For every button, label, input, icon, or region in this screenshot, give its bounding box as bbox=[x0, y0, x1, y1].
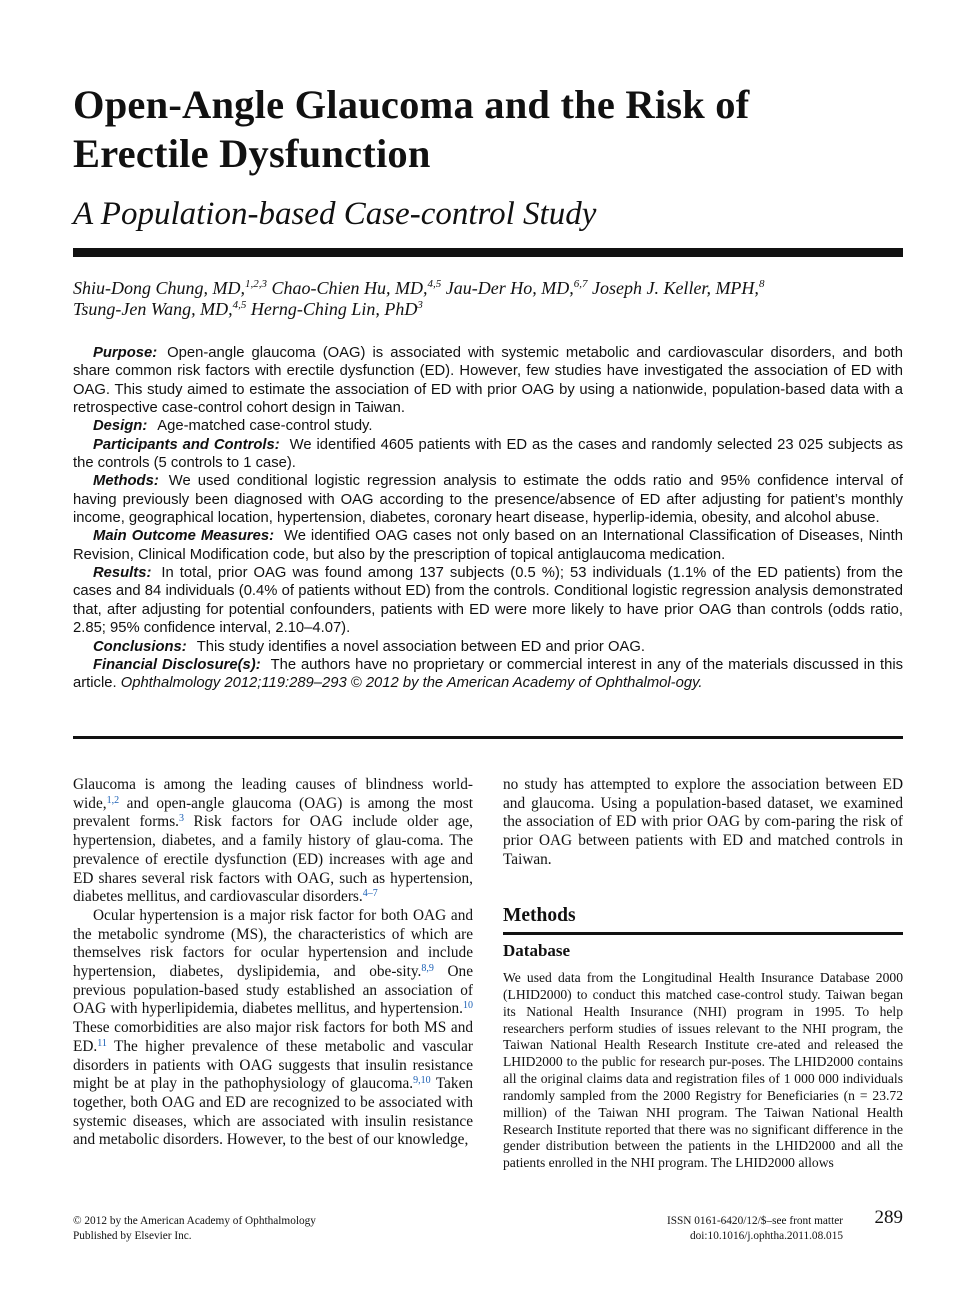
abstract-text: Open-angle glaucoma (OAG) is associated with systemic metabolic and cardiovascular disorders, and both share common risk factors with erectile dysfunction (ED). However, few studies have investigated the association of ED with OAG. This study aimed to estimate the association of ED with prior OAG by using a nationwide, population-based data with a retrospective case-control cohort design in Taiwan. bbox=[73, 345, 903, 417]
abstract-label: Results: bbox=[93, 565, 152, 582]
author-affiliation: 8 bbox=[758, 278, 765, 290]
issn: ISSN 0161-6420/12/$–see front matter bbox=[666, 1215, 843, 1227]
body-paragraph: We used data from the Longitudinal Health Insurance Database 2000 (LHID2000) to conduct this matched case-control study. Taiwan began its National Health Insurance (NHI) program in 1995. To help researchers perform studies of issues relevant to the NHI program, the Taiwan National Health Research Institute cre-ated and released the LHID2000 to the public for research pur-poses. The LHID2000 contains all the original claims data and registration files of 1 000 000 individuals randomly sampled from the 2000 Registry for Beneficiaries (n = 23.72 million) of the Taiwan NHI program. The Taiwan National Health Research Institute reported that there was no significant difference in the gender distribution between the patients in the LHID2000 and all the patients enrolled in the NHI program. The LHID2000 allows bbox=[503, 970, 903, 1171]
abstract-results bbox=[73, 564, 903, 637]
author-name: Herng-Ching Lin, PhD bbox=[246, 299, 418, 319]
section-divider bbox=[503, 932, 903, 935]
citation-link[interactable]: 9,10 bbox=[413, 1075, 431, 1087]
abstract-outcome bbox=[73, 527, 903, 564]
body-text: Glaucoma is among the leading causes of blindness world-wide, bbox=[73, 776, 473, 812]
footer-left bbox=[73, 1214, 473, 1244]
author-name: Joseph J. Keller, MPH, bbox=[587, 278, 759, 298]
citation-link[interactable]: 3 bbox=[178, 813, 184, 825]
abstract-label: Purpose: bbox=[93, 345, 158, 361]
journal-citation: Ophthalmology 2012;119:289–293 © 2012 by the American Academy of Ophthalmol-ogy. bbox=[120, 675, 703, 692]
author-line-2 bbox=[73, 299, 903, 320]
footer-right bbox=[613, 1214, 843, 1244]
citation-link[interactable]: 11 bbox=[97, 1037, 107, 1049]
author-affiliation: 1,2,3 bbox=[245, 278, 267, 290]
abstract-text: In total, prior OAG was found among 137 subjects (0.5 %); 53 individuals (1.1% of the ED patients) from the cases and 84 individuals (0.4% of patients without ED) from the controls. Conditional logistic regression analysis demonstrated that, after adjusting for potential confounders, patients with ED were more likely to have prior OAG than controls (odds ratio, 2.85; 95% confidence interval, 2.10–4.07). bbox=[73, 565, 903, 637]
abstract-purpose bbox=[73, 344, 903, 417]
abstract-text: We identified 4605 patients with ED as the cases and randomly selected 23 025 subjects as the controls (5 controls to 1 case). bbox=[73, 436, 903, 472]
title-line-1: Open-Angle Glaucoma and the Risk of bbox=[73, 82, 750, 127]
abstract-label: Financial Disclosure(s): bbox=[93, 656, 261, 673]
body-text: Taken together, both OAG and ED are recognized to be associated with systemic diseases, which are associated with insulin resistance and metabolic disorders. However, to the best of our knowledge, bbox=[73, 1075, 474, 1149]
body-paragraph: no study has attempted to explore the association between ED and glaucoma. Using a population-based dataset, we examined the association of ED with prior OAG by com-paring the risk of prior OAG between patients with ED and matched controls in Taiwan. bbox=[503, 776, 903, 868]
body-text: The higher prevalence of these metabolic and vascular disorders in patients with OAG suggests that insulin resistance might be at play in the pathophysiology of glaucoma. bbox=[73, 1037, 473, 1093]
publisher-notice: Published by Elsevier Inc. bbox=[73, 1230, 192, 1242]
author-affiliation: 6,7 bbox=[573, 278, 588, 290]
abstract-divider bbox=[73, 736, 903, 739]
abstract-text: This study identifies a novel association between ED and prior OAG. bbox=[196, 638, 645, 655]
author-name: Jau-Der Ho, MD, bbox=[441, 278, 574, 298]
abstract-text: Age-matched case-control study. bbox=[157, 418, 373, 435]
abstract-label: Conclusions: bbox=[93, 638, 187, 655]
abstract-text: We used conditional logistic regression analysis to estimate the odds ratio and 95% confidence interval of having previously been diagnosed with OAG according to the presence/absence of ED after adjusting for patient’s monthly income, geographical location, hypertension, diabetes, coronary heart disease, hyperlip-idemia, obesity, and alcohol abuse. bbox=[73, 473, 903, 527]
database-section-text bbox=[503, 970, 903, 1172]
abstract-conclusions bbox=[73, 638, 903, 656]
copyright-notice: © 2012 by the American Academy of Ophthalmology bbox=[73, 1215, 316, 1227]
section-heading-methods: Methods bbox=[503, 905, 576, 926]
abstract-label: Design: bbox=[93, 418, 148, 435]
body-text: and open-angle glaucoma (OAG) is among the most prevalent forms. bbox=[73, 794, 473, 831]
abstract-text: The authors have no proprietary or commercial interest in any of the materials discussed in this article. bbox=[73, 656, 904, 692]
article-title bbox=[73, 80, 903, 178]
body-text: Risk factors for OAG include older age, hypertension, diabetes, and a family history of glau-coma. The prevalence of erectile dysfunction (ED) increases with age and ED shares several risk factors with OAG, such as hypertension, diabetes mellitus, and cardiovascular disorders. bbox=[73, 813, 473, 906]
body-text: Ocular hypertension is a major risk factor for both OAG and the metabolic syndrome (MS), the characteristics of which are themselves risk factors for ocular hypertension and include hypertension, diabetes, dyslipidemia, and obe-sity. bbox=[73, 906, 473, 981]
author-affiliation: 4,5 bbox=[232, 299, 247, 311]
abstract-label: Participants and Controls: bbox=[93, 436, 280, 453]
abstract-label: Methods: bbox=[93, 473, 159, 490]
title-line-2: Erectile Dysfunction bbox=[73, 131, 431, 176]
body-paragraph bbox=[73, 776, 473, 907]
body-text: These comorbidities are also major risk factors for both MS and ED. bbox=[73, 1019, 473, 1055]
abstract bbox=[73, 344, 903, 693]
author-name: Shiu-Dong Chung, MD, bbox=[73, 278, 245, 298]
author-list bbox=[73, 278, 903, 320]
author-affiliation: 3 bbox=[417, 299, 423, 311]
body-paragraph bbox=[73, 907, 473, 1150]
author-line-1 bbox=[73, 278, 903, 299]
author-name: Tsung-Jen Wang, MD, bbox=[73, 299, 233, 319]
body-column-right bbox=[503, 776, 903, 870]
abstract-design bbox=[73, 417, 903, 435]
citation-link[interactable]: 4–7 bbox=[362, 888, 378, 900]
body-column-left bbox=[73, 776, 473, 1150]
abstract-methods bbox=[73, 472, 903, 527]
author-name: Chao-Chien Hu, MD, bbox=[267, 278, 428, 298]
abstract-disclosure bbox=[73, 656, 903, 693]
article-subtitle: A Population-based Case-control Study bbox=[73, 196, 597, 232]
title-divider bbox=[73, 248, 903, 257]
author-affiliation: 4,5 bbox=[427, 278, 442, 290]
page-number: 289 bbox=[874, 1207, 903, 1228]
subsection-heading-database: Database bbox=[503, 941, 571, 960]
abstract-participants bbox=[73, 436, 903, 473]
body-text: One previous population-based study established an association of OAG with hyperlipidemia, diabetes mellitus, and hypertension. bbox=[73, 963, 473, 1018]
doi-link[interactable]: doi:10.1016/j.ophtha.2011.08.015 bbox=[689, 1230, 843, 1242]
abstract-label: Main Outcome Measures: bbox=[93, 528, 275, 545]
abstract-text: We identified OAG cases not only based on an International Classification of Diseases, Ninth Revision, Clinical Modification code, but also by the prescription of topical antiglaucoma medication. bbox=[73, 528, 903, 563]
citation-link[interactable]: 1,2 bbox=[106, 794, 120, 806]
citation-link[interactable]: 10 bbox=[463, 1000, 473, 1012]
citation-link[interactable]: 8,9 bbox=[421, 963, 434, 975]
